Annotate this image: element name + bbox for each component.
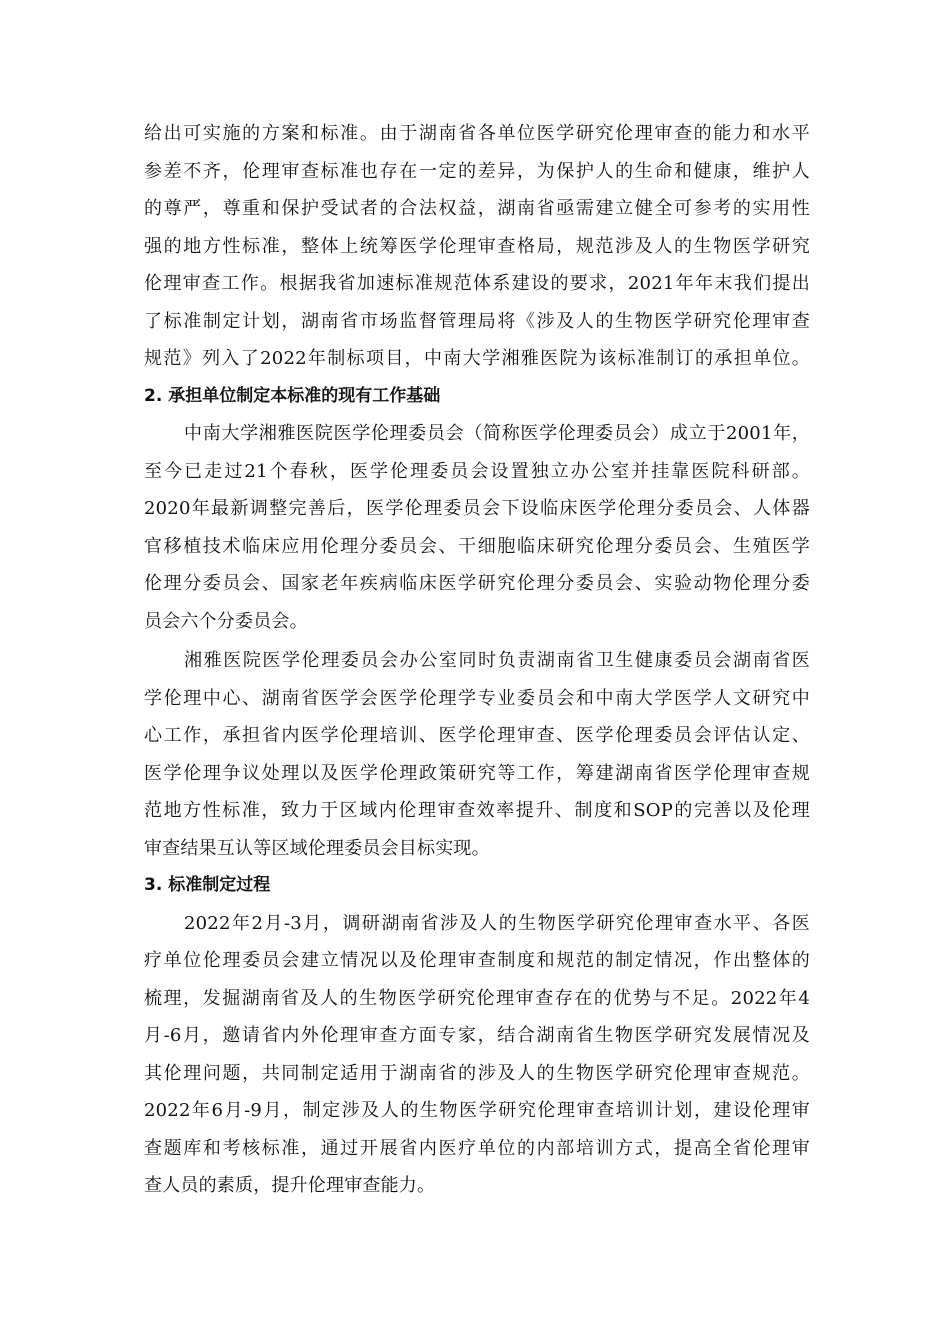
text-line: 学伦理中心、湖南省医学会医学伦理学专业委员会和中南大学医学人文研究中 (144, 687, 810, 709)
text-line: 规范》列入了2022年制标项目，中南大学湘雅医院为该标准制订的承担单位。 (144, 348, 810, 369)
text-line: 至今已走过21个春秋，医学伦理委员会设置独立办公室并挂靠医院科研部。 (144, 460, 810, 482)
text-line: 给出可实施的方案和标准。由于湖南省各单位医学研究伦理审查的能力和水平 (144, 123, 810, 144)
section-heading-2: 2. 承担单位制定本标准的现有工作基础 (144, 385, 441, 406)
text-line: 强的地方性标准，整体上统筹医学伦理审查格局，规范涉及人的生物医学研究 (144, 235, 810, 257)
text-line: 官移植技术临床应用伦理分委员会、干细胞临床研究伦理分委员会、生殖医学 (144, 535, 810, 557)
text-line: 员会六个分委员会。 (144, 610, 308, 632)
paragraph-process (144, 905, 810, 1205)
text-line: 梳理，发掘湖南省及人的生物医学研究伦理审查存在的优势与不足。2022年4 (144, 987, 810, 1009)
paragraph-foundation (144, 415, 810, 640)
text-line: 月-6月，邀请省内外伦理审查方面专家，结合湖南省生物医学研究发展情况及 (144, 1025, 810, 1046)
section-heading-3: 3. 标准制定过程 (144, 875, 271, 895)
text-line: 范地方性标准，致力于区域内伦理审查效率提升、制度和SOP的完善以及伦理 (144, 800, 810, 821)
text-line: 心工作，承担省内医学伦理培训、医学伦理审查、医学伦理委员会评估认定、 (144, 725, 810, 746)
text-line: 疗单位伦理委员会建立情况以及伦理审查制度和规范的制定情况，作出整体的 (144, 950, 810, 971)
text-line: 伦理审查工作。根据我省加速标准规范体系建设的要求，2021年年末我们提出 (144, 273, 810, 294)
text-line: 湘雅医院医学伦理委员会办公室同时负责湖南省卫生健康委员会湖南省医 (184, 650, 810, 671)
text-line: 了标准制定计划，湖南省市场监督管理局将《涉及人的生物医学研究伦理审查 (144, 310, 810, 332)
text-line: 查题库和考核标准，通过开展省内医疗单位的内部培训方式，提高全省伦理审 (144, 1137, 810, 1159)
document-body (144, 115, 810, 1205)
text-line: 2022年6月-9月，制定涉及人的生物医学研究伦理审查培训计划，建设伦理审 (144, 1100, 810, 1121)
text-line: 其伦理问题，共同制定适用于湖南省的涉及人的生物医学研究伦理审查规范。 (144, 1062, 810, 1084)
paragraph-office (144, 642, 810, 867)
text-line: 审查结果互认等区域伦理委员会目标实现。 (144, 837, 490, 859)
paragraph-background (144, 115, 810, 378)
text-line: 参差不齐，伦理审查标准也存在一定的差异，为保护人的生命和健康，维护人 (144, 160, 810, 182)
text-line: 2020年最新调整完善后，医学伦理委员会下设临床医学伦理分委员会、人体器 (144, 498, 810, 519)
text-line: 医学伦理争议处理以及医学伦理政策研究等工作，筹建湖南省医学伦理审查规 (144, 762, 810, 784)
text-line: 中南大学湘雅医院医学伦理委员会（简称医学伦理委员会）成立于2001年， (184, 423, 810, 444)
text-line: 查人员的素质，提升伦理审查能力。 (144, 1175, 436, 1196)
text-line: 2022年2月-3月，调研湖南省涉及人的生物医学研究伦理审查水平、各医 (184, 912, 810, 934)
text-line: 伦理分委员会、国家老年疾病临床医学研究伦理分委员会、实验动物伦理分委 (144, 573, 810, 594)
text-line: 的尊严，尊重和保护受试者的合法权益，湖南省亟需建立健全可参考的实用性 (144, 198, 810, 219)
